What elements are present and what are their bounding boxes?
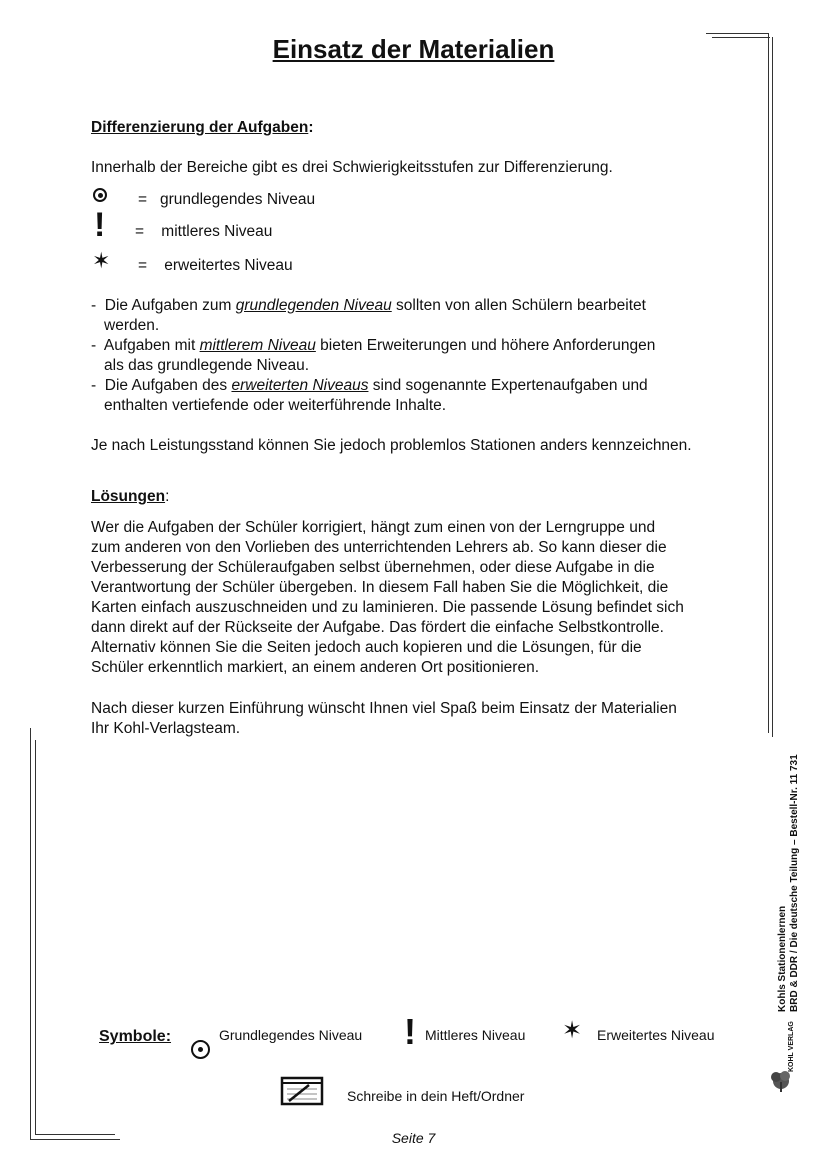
exclamation-icon: ! — [404, 1011, 416, 1052]
section-heading-differenzierung — [91, 118, 313, 138]
frame-left-line-2 — [35, 740, 36, 1135]
legend-item-grundlegend: Grundlegendes Niveau — [219, 1027, 363, 1043]
legend-item-mittel: Mittleres Niveau — [425, 1027, 526, 1043]
closing-line: Nach dieser kurzen Einführung wünscht Ihnen viel Spaß beim Einsatz der Materialien — [91, 700, 677, 717]
heading-suffix: : — [165, 488, 170, 505]
heading-suffix: : — [308, 119, 314, 136]
level-label-grundlegend: = grundlegendes Niveau — [138, 191, 316, 208]
star-icon: ✶ — [92, 248, 111, 273]
bullet-3-cont: enthalten vertiefende oder weiterführende Inhalte. — [104, 397, 447, 414]
page-number: Seite 7 — [391, 1130, 436, 1146]
heading-text: Differenzierung der Aufgaben — [91, 119, 309, 136]
circle-dot-icon — [93, 188, 107, 202]
bullet-2-emphasis: mittlerem Niveau — [199, 337, 316, 354]
page-title: Einsatz der Materialien — [272, 34, 555, 64]
paragraph-line: zum anderen von den Vorlieben des unterrichtenden Lehrers ab. So kann dieser die — [91, 539, 667, 556]
frame-right-line-2 — [772, 37, 773, 737]
closing-signature: Ihr Kohl-Verlagsteam. — [91, 720, 241, 737]
section-heading-loesungen — [91, 487, 169, 507]
bullet-3-post: sind sogenannte Expertenaufgaben und — [368, 377, 648, 394]
circle-dot-icon — [191, 1040, 210, 1059]
paragraph-line: Karten einfach auszuschneiden und zu laminieren. Die passende Lösung befindet sich — [91, 599, 684, 616]
frame-left-line — [30, 728, 31, 1140]
note-text: Je nach Leistungsstand können Sie jedoch problemlos Stationen anders kennzeichnen. — [91, 437, 692, 454]
paragraph-line: Wer die Aufgaben der Schüler korrigiert, hängt zum einen von der Lerngruppe und — [91, 519, 656, 536]
legend-notebook-label: Schreibe in dein Heft/Ordner — [347, 1088, 525, 1104]
heading-text: Lösungen — [91, 488, 166, 505]
paragraph-line: Verantwortung der Schüler übergeben. In diesem Fall haben Sie die Möglichkeit, die — [91, 579, 669, 596]
bullet-2-pre: - Aufgaben mit — [91, 337, 200, 354]
paragraph-line: Verbesserung der Schüleraufgaben selbst übernehmen, oder diese Aufgabe in die — [91, 559, 655, 576]
bullet-2 — [91, 336, 655, 356]
bullet-3-pre: - Die Aufgaben des — [91, 377, 232, 394]
legend-item-erweitert: Erweitertes Niveau — [597, 1027, 715, 1043]
sidebar-series-title: Kohls Stationenlernen — [777, 905, 788, 1012]
exclamation-icon: ! — [94, 206, 106, 244]
bullet-1-pre: - Die Aufgaben zum — [91, 297, 236, 314]
paragraph-line: dann direkt auf der Rückseite der Aufgabe. Das fördert die einfache Selbstkontrolle. — [91, 619, 664, 636]
intro-text: Innerhalb der Bereiche gibt es drei Schwierigkeitsstufen zur Differenzierung. — [91, 159, 613, 176]
level-label-mittel: = mittleres Niveau — [135, 223, 273, 240]
paragraph-line: Alternativ können Sie die Seiten jedoch auch kopieren und die Lösungen, für die — [91, 639, 642, 656]
bullet-1-post: sollten von allen Schülern bearbeitet — [391, 297, 646, 314]
kohl-verlag-logo-icon — [769, 1034, 801, 1094]
bullet-2-post: bieten Erweiterungen und höhere Anforderungen — [315, 337, 656, 354]
notebook-icon — [279, 1075, 325, 1107]
logo-text: KOHL VERLAG — [788, 1021, 795, 1072]
paragraph-line: Schüler erkenntlich markiert, an einem anderen Ort positionieren. — [91, 659, 540, 676]
bullet-1 — [91, 296, 646, 316]
sidebar-book-info: BRD & DDR / Die deutsche Teilung – Bestell-Nr. 11 731 — [789, 754, 800, 1012]
star-icon: ✶ — [562, 1017, 583, 1044]
bullet-1-emphasis: grundlegenden Niveau — [235, 297, 392, 314]
bullet-2-cont: als das grundlegende Niveau. — [104, 357, 310, 374]
frame-right-line — [768, 33, 769, 733]
bullet-3 — [91, 376, 648, 396]
legend-label: Symbole: — [99, 1028, 172, 1045]
bullet-1-cont: werden. — [104, 317, 160, 334]
bullet-3-emphasis: erweiterten Niveaus — [231, 377, 369, 394]
level-label-erweitert: = erweitertes Niveau — [138, 257, 293, 274]
